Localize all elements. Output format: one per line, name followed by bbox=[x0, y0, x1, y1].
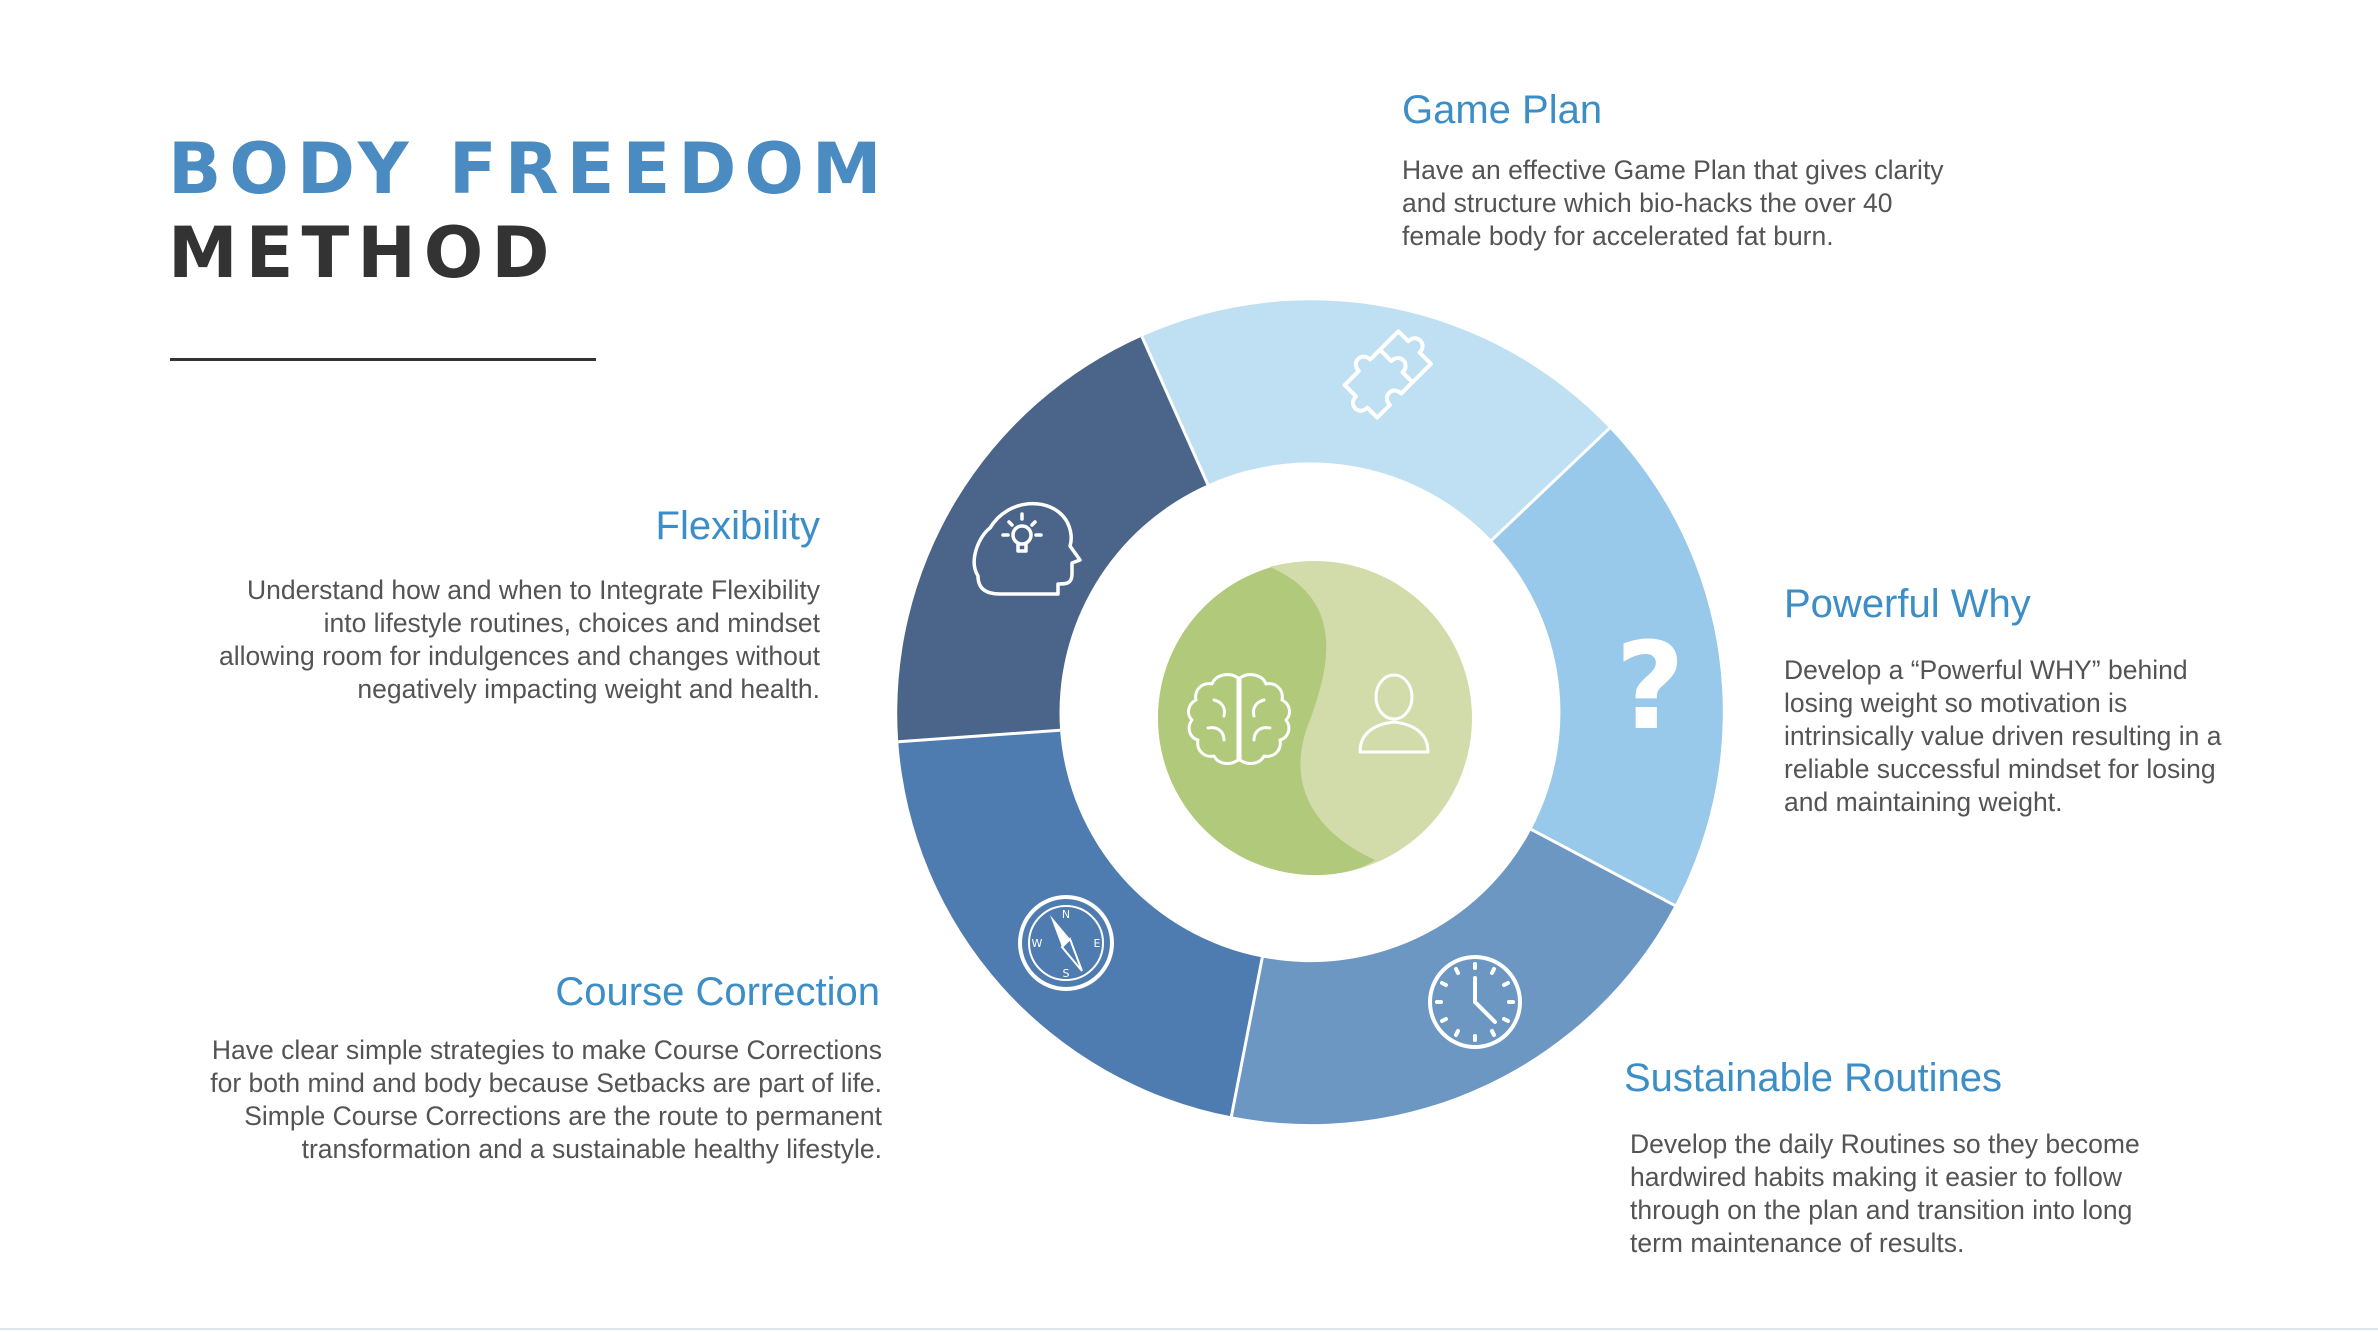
segment-flexibility bbox=[897, 337, 1208, 742]
course-correction-line: Have clear simple strategies to make Course Corrections bbox=[211, 1035, 882, 1065]
compass-north-label: N bbox=[1061, 908, 1071, 921]
question-icon: ? bbox=[1615, 618, 1685, 757]
flexibility-description bbox=[219, 574, 820, 706]
course-correction-heading: Course Correction bbox=[555, 970, 880, 1014]
flexibility-line: into lifestyle routines, choices and mindset bbox=[323, 608, 820, 638]
powerful-why-line: losing weight so motivation is bbox=[1784, 688, 2128, 718]
title-line-1: BODY FREEDOM bbox=[168, 128, 890, 210]
powerful-why-line: reliable successful mindset for losing bbox=[1784, 754, 2216, 784]
sustainable-routines-line: Develop the daily Routines so they become bbox=[1630, 1129, 2140, 1159]
compass-east-label: E bbox=[1093, 937, 1101, 950]
powerful-why-line: and maintaining weight. bbox=[1784, 787, 2063, 817]
compass-west-label: W bbox=[1031, 937, 1043, 950]
compass-south-label: S bbox=[1062, 967, 1070, 980]
sustainable-routines-heading: Sustainable Routines bbox=[1624, 1056, 2003, 1100]
flexibility-line: Understand how and when to Integrate Flexibility bbox=[246, 575, 820, 605]
sustainable-routines-line: term maintenance of results. bbox=[1630, 1228, 1965, 1258]
game-plan-line: female body for accelerated fat burn. bbox=[1402, 221, 1834, 251]
bottom-divider bbox=[0, 1328, 2378, 1330]
compass-icon bbox=[1020, 897, 1112, 989]
flexibility-heading: Flexibility bbox=[655, 504, 820, 548]
powerful-why-line: intrinsically value driven resulting in a bbox=[1784, 721, 2222, 751]
course-correction-line: transformation and a sustainable healthy lifestyle. bbox=[301, 1134, 882, 1164]
sustainable-routines-line: through on the plan and transition into long bbox=[1630, 1195, 2133, 1225]
title-underline bbox=[170, 358, 596, 361]
course-correction-line: Simple Course Corrections are the route to permanent bbox=[244, 1101, 882, 1131]
powerful-why-description bbox=[1784, 654, 2221, 819]
course-correction-line: for both mind and body because Setbacks are part of life. bbox=[210, 1068, 882, 1098]
game-plan-line: and structure which bio-hacks the over 40 bbox=[1402, 188, 1893, 218]
powerful-why-heading: Powerful Why bbox=[1784, 582, 2031, 626]
center-circle bbox=[1158, 561, 1472, 875]
powerful-why-line: Develop a “Powerful WHY” behind bbox=[1784, 655, 2188, 685]
game-plan-heading: Game Plan bbox=[1402, 88, 1603, 132]
game-plan-line: Have an effective Game Plan that gives clarity bbox=[1402, 155, 1944, 185]
sustainable-routines-description bbox=[1630, 1128, 2140, 1260]
course-correction-description bbox=[210, 1034, 882, 1166]
flexibility-line: negatively impacting weight and health. bbox=[357, 674, 820, 704]
sustainable-routines-line: hardwired habits making it easier to follow bbox=[1630, 1162, 2122, 1192]
flexibility-line: allowing room for indulgences and changes without bbox=[218, 641, 820, 671]
game-plan-description bbox=[1402, 154, 1944, 253]
title-line-2: METHOD bbox=[168, 212, 558, 294]
